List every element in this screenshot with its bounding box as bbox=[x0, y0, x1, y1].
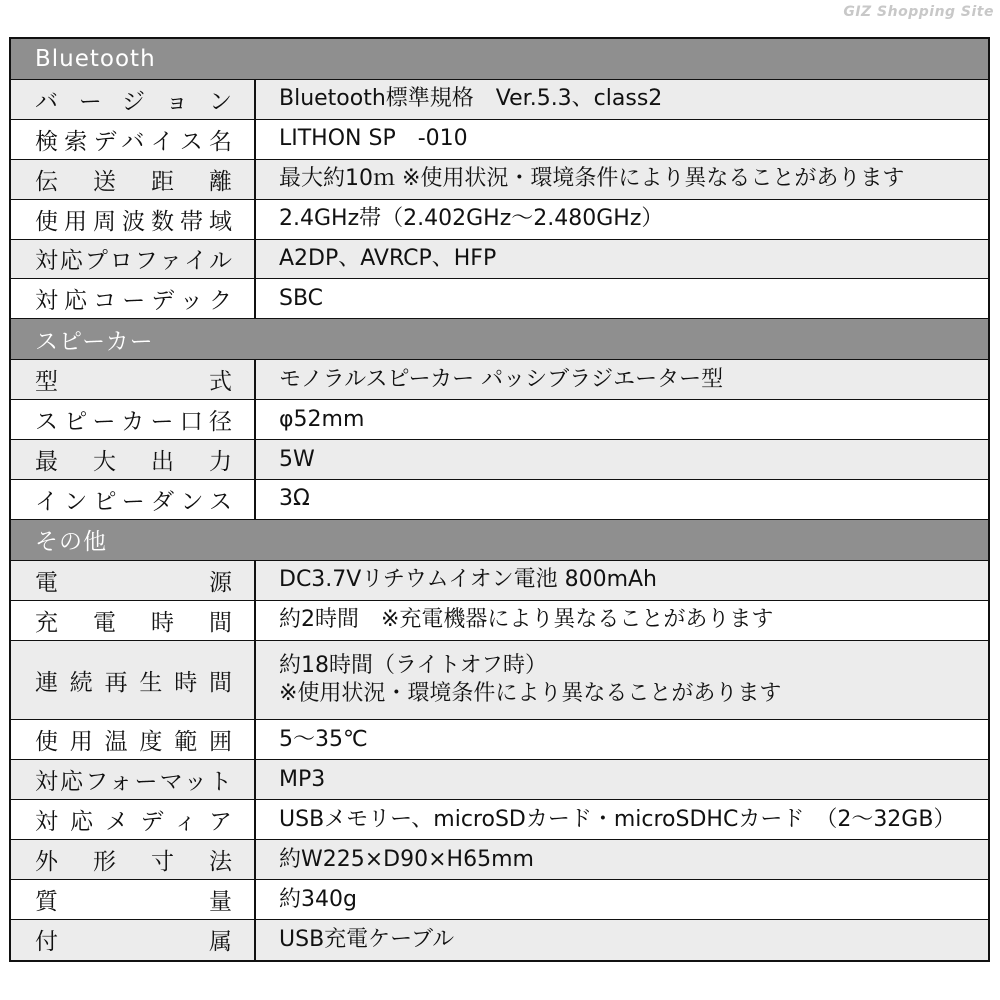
spec-label: 使用周波数帯域 bbox=[11, 200, 256, 239]
spec-value: SBC bbox=[279, 285, 324, 311]
spec-label: 外形寸法 bbox=[11, 840, 256, 879]
spec-row bbox=[11, 400, 988, 440]
section-header-other: その他 bbox=[11, 520, 988, 561]
spec-label: 検索デバイス名 bbox=[11, 120, 256, 159]
spec-value: 約W225×D90×H65mm bbox=[279, 846, 534, 872]
spec-value: Bluetooth標準規格 Ver.5.3、class2 bbox=[279, 86, 663, 112]
spec-label: 対応コーデック bbox=[11, 279, 256, 318]
spec-label: 充電時間 bbox=[11, 601, 256, 640]
spec-label: 最大出力 bbox=[11, 440, 256, 479]
spec-value: MP3 bbox=[279, 766, 326, 792]
spec-row bbox=[11, 920, 988, 960]
spec-label: インピーダンス bbox=[11, 480, 256, 519]
spec-value: 5W bbox=[279, 446, 315, 472]
spec-label: 対応プロファイル bbox=[11, 240, 256, 279]
spec-row bbox=[11, 240, 988, 280]
spec-row bbox=[11, 561, 988, 601]
spec-label: 質量 bbox=[11, 880, 256, 919]
spec-row bbox=[11, 279, 988, 319]
spec-value: φ52mm bbox=[279, 406, 365, 432]
spec-row bbox=[11, 760, 988, 800]
section-header-speaker: スピーカー bbox=[11, 319, 988, 360]
spec-value: 5～35℃ bbox=[279, 726, 368, 752]
spec-value: USBメモリー、microSDカード・microSDHCカード （2～32GB） bbox=[279, 806, 956, 832]
watermark-text: GIZ Shopping Site bbox=[843, 4, 994, 20]
spec-value: 最大約10ｍ ※使用状況・環境条件により異なることがあります bbox=[279, 166, 905, 192]
spec-label: 伝送距離 bbox=[11, 160, 256, 199]
spec-row bbox=[11, 360, 988, 400]
spec-value: 約2時間 ※充電機器により異なることがあります bbox=[279, 607, 774, 633]
spec-label: 型式 bbox=[11, 360, 256, 399]
spec-value: LITHON SP -010 bbox=[279, 126, 468, 152]
spec-label: スピーカー口径 bbox=[11, 400, 256, 439]
section-header-bluetooth: Bluetooth bbox=[11, 39, 988, 80]
spec-value: モノラルスピーカー パッシブラジエーター型 bbox=[279, 366, 724, 392]
spec-row bbox=[11, 160, 988, 200]
spec-label: 付属 bbox=[11, 920, 256, 960]
spec-row bbox=[11, 480, 988, 520]
spec-row bbox=[11, 601, 988, 641]
spec-label: 連続再生時間 bbox=[11, 641, 256, 720]
spec-row bbox=[11, 720, 988, 760]
spec-row bbox=[11, 440, 988, 480]
spec-row bbox=[11, 880, 988, 920]
spec-value: DC3.7Vリチウムイオン電池 800mAh bbox=[279, 567, 657, 593]
spec-label: 使用温度範囲 bbox=[11, 720, 256, 759]
spec-label: 電源 bbox=[11, 561, 256, 600]
spec-row bbox=[11, 200, 988, 240]
spec-value: 2.4GHz帯（2.402GHz～2.480GHz） bbox=[279, 206, 664, 232]
spec-value: USB充電ケーブル bbox=[279, 926, 455, 952]
spec-value: 約340g bbox=[279, 886, 357, 912]
spec-label: 対応フォーマット bbox=[11, 760, 256, 799]
spec-value: 約18時間（ライトオフ時） ※使用状況・環境条件により異なることがあります bbox=[279, 653, 782, 706]
spec-row bbox=[11, 840, 988, 880]
spec-label: 対応メディア bbox=[11, 800, 256, 839]
spec-table bbox=[9, 37, 990, 962]
spec-row bbox=[11, 641, 988, 721]
spec-value: 3Ω bbox=[279, 486, 310, 512]
spec-row bbox=[11, 800, 988, 840]
spec-value: A2DP、AVRCP、HFP bbox=[279, 245, 497, 271]
spec-row bbox=[11, 80, 988, 120]
spec-row bbox=[11, 120, 988, 160]
spec-label: バージョン bbox=[11, 80, 256, 119]
